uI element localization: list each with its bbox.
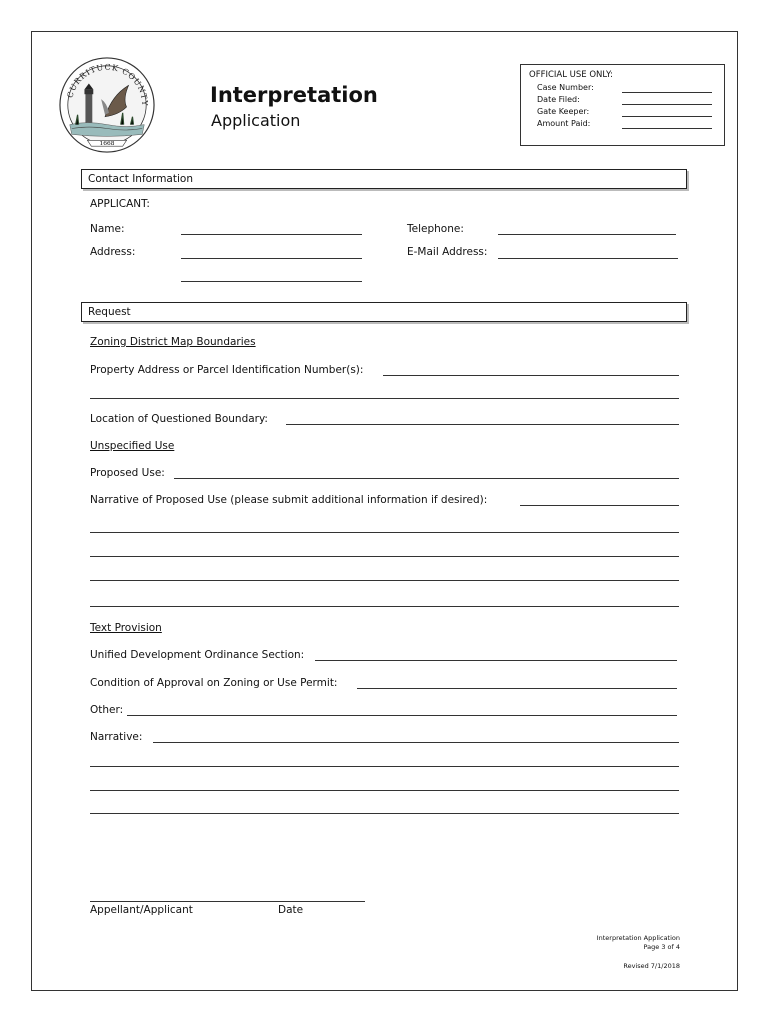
page-title: Interpretation	[210, 83, 378, 107]
footer-revised: Revised 7/1/2018	[623, 962, 680, 970]
official-use-heading: OFFICIAL USE ONLY:	[529, 70, 613, 80]
email-label: E-Mail Address:	[407, 246, 488, 258]
property-label: Property Address or Parcel Identification Number(s):	[90, 364, 364, 376]
amount-paid-label: Amount Paid:	[537, 119, 591, 128]
date-label: Date	[278, 904, 304, 916]
case-number-field[interactable]	[622, 92, 712, 93]
location-field[interactable]	[286, 424, 679, 425]
narrative-label: Narrative:	[90, 731, 143, 743]
gate-keeper-label: Gate Keeper:	[537, 107, 590, 116]
gate-keeper-field[interactable]	[622, 116, 712, 117]
udo-label: Unified Development Ordinance Section:	[90, 649, 305, 661]
unspecified-heading: Unspecified Use	[90, 440, 175, 452]
name-label: Name:	[90, 223, 125, 235]
narrative-proposed-line-2[interactable]	[90, 532, 679, 533]
amount-paid-field[interactable]	[622, 128, 712, 129]
date-filed-field[interactable]	[622, 104, 712, 105]
footer-page-number: Page 3 of 4	[643, 943, 680, 951]
official-use-box	[520, 64, 725, 146]
address-field-line-1[interactable]	[181, 258, 362, 259]
narrative-proposed-label: Narrative of Proposed Use (please submit additional information if desired):	[90, 494, 488, 506]
other-field[interactable]	[127, 715, 677, 716]
zoning-heading: Zoning District Map Boundaries	[90, 336, 256, 348]
proposed-use-label: Proposed Use:	[90, 467, 165, 479]
name-field[interactable]	[181, 234, 362, 235]
narrative-proposed-line-3[interactable]	[90, 556, 679, 557]
page-subtitle: Application	[211, 111, 301, 130]
address-field-line-2[interactable]	[181, 281, 362, 282]
property-field[interactable]	[383, 375, 679, 376]
telephone-field[interactable]	[498, 234, 676, 235]
signature-field[interactable]	[90, 901, 318, 902]
request-section-header	[81, 302, 687, 322]
narrative-line-3[interactable]	[90, 790, 679, 791]
date-field[interactable]	[318, 901, 365, 902]
svg-text:CURRITUCK COUNTY: CURRITUCK COUNTY	[65, 62, 150, 107]
county-seal-logo	[58, 56, 156, 154]
date-filed-label: Date Filed:	[537, 95, 580, 104]
condition-field[interactable]	[357, 688, 677, 689]
udo-field[interactable]	[315, 660, 677, 661]
text-provision-heading: Text Provision	[90, 622, 162, 634]
address-label: Address:	[90, 246, 136, 258]
request-section-title: Request	[88, 306, 131, 318]
narrative-proposed-field[interactable]	[520, 505, 679, 506]
condition-label: Condition of Approval on Zoning or Use Permit:	[90, 677, 338, 689]
case-number-label: Case Number:	[537, 83, 594, 92]
narrative-line-2[interactable]	[90, 766, 679, 767]
email-field[interactable]	[498, 258, 678, 259]
telephone-label: Telephone:	[407, 223, 464, 235]
narrative-proposed-line-4[interactable]	[90, 580, 679, 581]
other-label: Other:	[90, 704, 124, 716]
footer-doc-name: Interpretation Application	[596, 934, 680, 942]
proposed-use-field[interactable]	[174, 478, 679, 479]
narrative-field[interactable]	[153, 742, 679, 743]
seal-year: 1668	[99, 141, 115, 148]
narrative-proposed-line-5[interactable]	[90, 606, 679, 607]
property-field-line-2[interactable]	[90, 398, 679, 399]
signature-label: Appellant/Applicant	[90, 904, 193, 916]
applicant-label: APPLICANT:	[90, 198, 150, 210]
contact-section-header	[81, 169, 687, 189]
narrative-line-4[interactable]	[90, 813, 679, 814]
location-label: Location of Questioned Boundary:	[90, 413, 268, 425]
contact-section-title: Contact Information	[88, 173, 193, 185]
